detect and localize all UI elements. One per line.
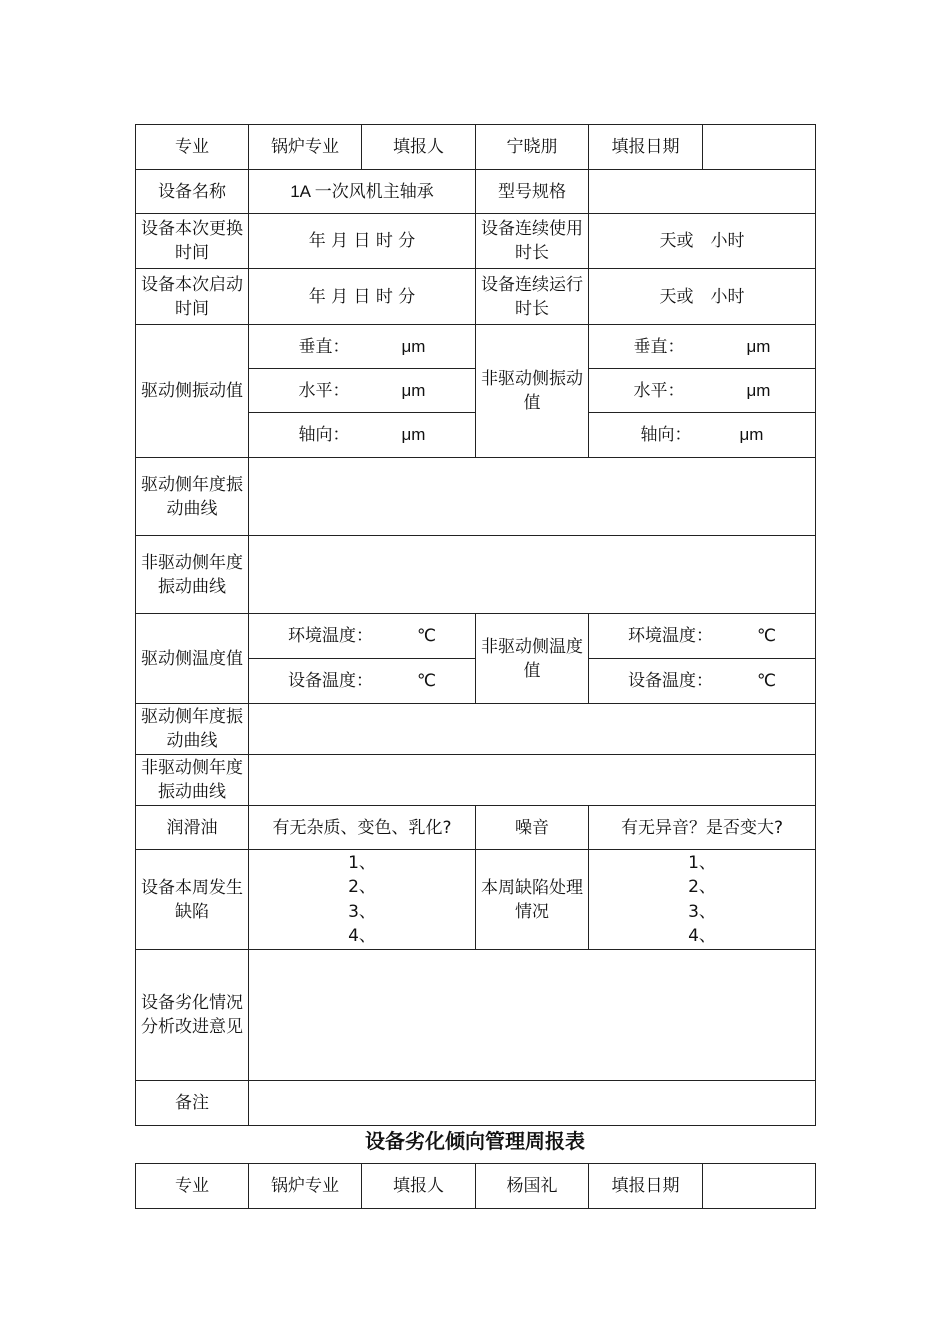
nondrive-ambient-temp-unit: ℃ xyxy=(756,626,777,646)
drive-axial-unit: μm xyxy=(401,425,426,444)
specialty-value[interactable]: 锅炉专业 xyxy=(249,125,362,170)
nondrive-annual-curve-area-2[interactable] xyxy=(249,755,816,806)
remarks-area[interactable] xyxy=(249,1081,816,1126)
weekly-defects-label: 设备本周发生缺陷 xyxy=(136,850,249,950)
nondrive-vertical-field[interactable] xyxy=(589,325,816,369)
weekly-report-form-2 xyxy=(135,1163,816,1209)
remarks-row xyxy=(136,1081,816,1126)
drive-horizontal-label: 水平： xyxy=(298,380,350,401)
reporter-value[interactable]: 宁晓朋 xyxy=(476,125,589,170)
list-item: 2、 xyxy=(348,877,376,897)
noise-label: 噪音 xyxy=(476,806,589,850)
drive-annual-curve-label-2: 驱动侧年度振动曲线 xyxy=(136,704,249,755)
list-item: 1、 xyxy=(348,852,376,873)
continuous-use-field[interactable]: 天或 小时 xyxy=(589,214,816,269)
nondrive-horizontal-field[interactable] xyxy=(589,369,816,413)
remarks-label: 备注 xyxy=(136,1081,249,1126)
drive-axial-label: 轴向： xyxy=(298,425,350,445)
drive-temp-label: 驱动侧温度值 xyxy=(136,614,249,704)
nondrive-ambient-temp-field[interactable] xyxy=(589,614,816,659)
deterioration-area[interactable] xyxy=(249,950,816,1081)
drive-horizontal-field[interactable] xyxy=(249,369,476,413)
drive-vibration-label: 驱动侧振动值 xyxy=(136,325,249,458)
nondrive-device-temp-label: 设备温度： xyxy=(627,671,713,691)
header-row xyxy=(136,1164,816,1209)
drive-ambient-temp-label: 环境温度： xyxy=(287,626,373,646)
lube-noise-row xyxy=(136,806,816,850)
lube-question[interactable]: 有无杂质、变色、乳化? xyxy=(249,806,476,850)
specialty-label: 专业 xyxy=(136,1164,249,1209)
report-date-label: 填报日期 xyxy=(589,125,703,170)
report-date-label: 填报日期 xyxy=(589,1164,703,1209)
continuous-run-field[interactable]: 天或 小时 xyxy=(589,269,816,325)
nondrive-temp-label: 非驱动侧温度值 xyxy=(476,614,589,704)
drive-horizontal-unit: μm xyxy=(401,380,426,400)
drive-device-temp-label: 设备温度： xyxy=(287,671,373,691)
continuous-use-label: 设备连续使用时长 xyxy=(476,214,589,269)
nondrive-annual-curve-area[interactable] xyxy=(249,536,816,614)
nondrive-vertical-label: 垂直： xyxy=(633,336,685,357)
replace-time-label: 设备本次更换时间 xyxy=(136,214,249,269)
device-name-label: 设备名称 xyxy=(136,170,249,214)
report-date-field[interactable] xyxy=(703,1164,816,1209)
nondrive-horizontal-unit: μm xyxy=(746,380,771,400)
nondrive-horizontal-label: 水平： xyxy=(633,380,685,401)
list-item: 3、 xyxy=(348,901,376,922)
list-item: 4、 xyxy=(688,926,716,946)
drive-vertical-label: 垂直： xyxy=(298,336,350,357)
nondrive-annual-curve-label-2: 非驱动侧年度振动曲线 xyxy=(136,755,249,806)
drive-vertical-field[interactable] xyxy=(249,325,476,369)
specialty-label: 专业 xyxy=(136,125,249,170)
lube-label: 润滑油 xyxy=(136,806,249,850)
nondrive-vertical-unit: μm xyxy=(746,336,771,356)
drive-annual-curve-row-2 xyxy=(136,704,816,755)
drive-device-temp-field[interactable] xyxy=(249,659,476,704)
start-time-row xyxy=(136,269,816,325)
ambient-temp-row xyxy=(136,614,816,659)
drive-ambient-temp-field[interactable] xyxy=(249,614,476,659)
replace-time-row xyxy=(136,214,816,269)
list-item: 2、 xyxy=(688,877,716,897)
weekly-defects-list[interactable] xyxy=(249,850,476,950)
nondrive-ambient-temp-label: 环境温度： xyxy=(627,626,713,646)
report-date-field[interactable] xyxy=(703,125,816,170)
replace-time-field[interactable]: 年 月 日 时 分 xyxy=(249,214,476,269)
specialty-value[interactable]: 锅炉专业 xyxy=(249,1164,362,1209)
device-name-row xyxy=(136,170,816,214)
nondrive-device-temp-unit: ℃ xyxy=(756,671,777,691)
drive-annual-curve-area[interactable] xyxy=(249,458,816,536)
nondrive-device-temp-field[interactable] xyxy=(589,659,816,704)
list-item: 3、 xyxy=(688,901,716,922)
reporter-label: 填报人 xyxy=(362,125,476,170)
header-row xyxy=(136,125,816,170)
reporter-value[interactable]: 杨国礼 xyxy=(476,1164,589,1209)
model-field[interactable] xyxy=(589,170,816,214)
drive-axial-field[interactable] xyxy=(249,413,476,458)
vibration-vertical-row xyxy=(136,325,816,369)
nondrive-annual-curve-label: 非驱动侧年度振动曲线 xyxy=(136,536,249,614)
deterioration-label: 设备劣化情况分析改进意见 xyxy=(136,950,249,1081)
noise-question[interactable]: 有无异音？是否变大? xyxy=(589,806,816,850)
deterioration-row xyxy=(136,950,816,1081)
drive-annual-curve-label: 驱动侧年度振动曲线 xyxy=(136,458,249,536)
continuous-run-label: 设备连续运行时长 xyxy=(476,269,589,325)
list-item: 4、 xyxy=(348,926,376,946)
defect-handling-label: 本周缺陷处理情况 xyxy=(476,850,589,950)
nondrive-axial-label: 轴向： xyxy=(640,425,692,445)
device-name-value[interactable]: 1A 一次风机主轴承 xyxy=(249,170,476,214)
start-time-label: 设备本次启动时间 xyxy=(136,269,249,325)
drive-vertical-unit: μm xyxy=(401,336,426,356)
drive-device-temp-unit: ℃ xyxy=(416,671,437,691)
list-item: 1、 xyxy=(688,852,716,873)
model-label: 型号规格 xyxy=(476,170,589,214)
nondrive-annual-curve-row xyxy=(136,536,816,614)
drive-annual-curve-area-2[interactable] xyxy=(249,704,816,755)
nondrive-axial-unit: μm xyxy=(739,425,764,444)
nondrive-annual-curve-row-2 xyxy=(136,755,816,806)
start-time-field[interactable]: 年 月 日 时 分 xyxy=(249,269,476,325)
nondrive-axial-field[interactable] xyxy=(589,413,816,458)
drive-ambient-temp-unit: ℃ xyxy=(416,626,437,646)
weekly-report-form xyxy=(135,124,816,1126)
report-title: 设备劣化倾向管理周报表 xyxy=(365,1129,585,1153)
reporter-label: 填报人 xyxy=(362,1164,476,1209)
drive-annual-curve-row xyxy=(136,458,816,536)
defects-row xyxy=(136,850,816,950)
defect-handling-list[interactable] xyxy=(589,850,816,950)
nondrive-vibration-label: 非驱动侧振动值 xyxy=(476,325,589,458)
